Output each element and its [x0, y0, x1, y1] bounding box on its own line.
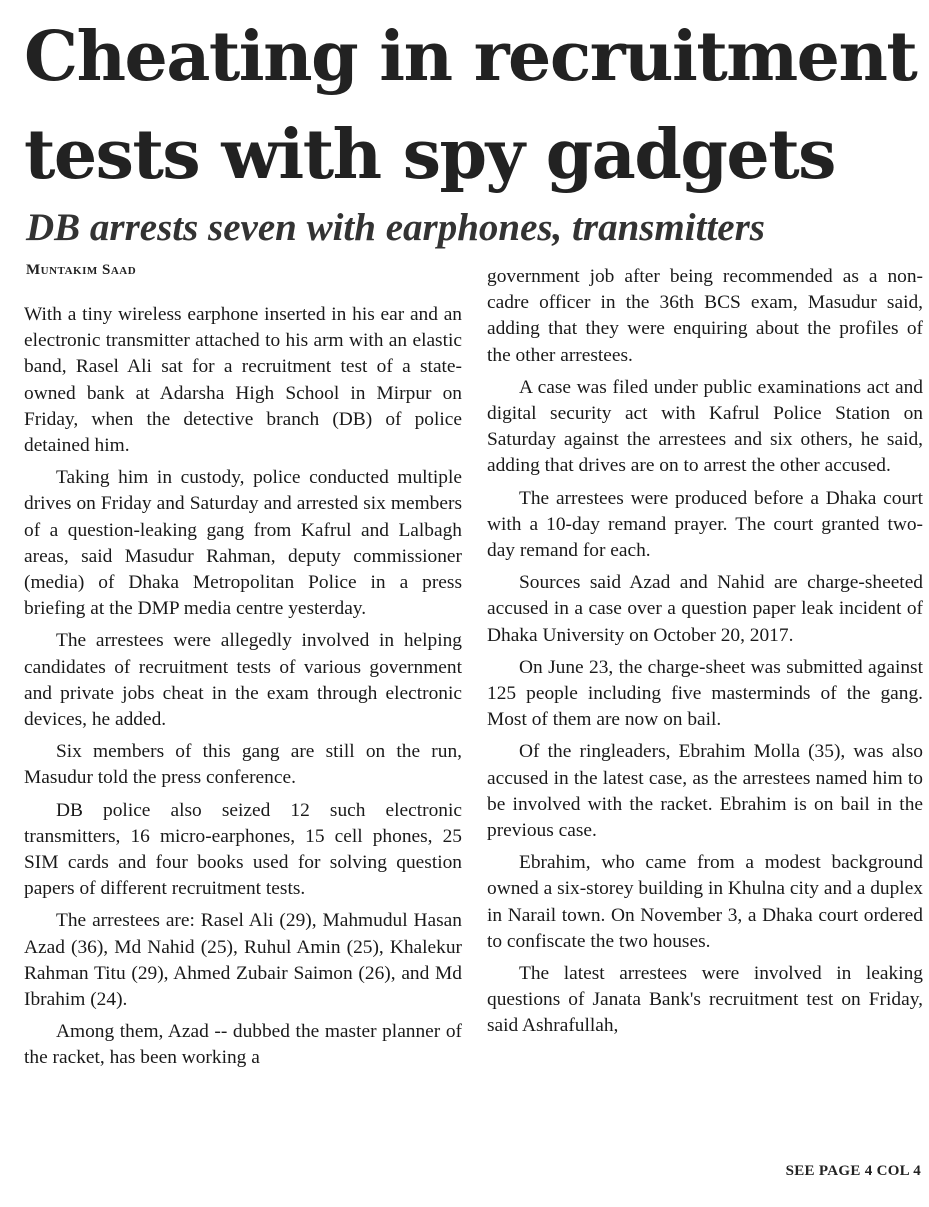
byline: Muntakim Saad	[26, 262, 137, 278]
article-column-left	[24, 302, 462, 1078]
paragraph: Ebrahim, who came from a modest background owned a six-storey building in Khulna city and a duplex in Narail town. On November 3, a Dhaka court ordered to confiscate the two houses.	[487, 852, 923, 952]
subheadline: DB arrests seven with earphones, transmitters	[26, 206, 765, 249]
paragraph: With a tiny wireless earphone inserted in his ear and an electronic transmitter attached to his arm with an elastic band, Rasel Ali sat for a recruitment test of a state-owned bank at Adarsha High School in Mirpur on Friday, when the detective branch (DB) of police detained him.	[24, 304, 462, 457]
paragraph: On June 23, the charge-sheet was submitted against 125 people including five masterminds of the gang. Most of them are now on bail.	[487, 656, 923, 731]
paragraph: The latest arrestees were involved in leaking questions of Janata Bank's recruitment test on Friday, said Ashrafullah,	[487, 963, 923, 1037]
paragraph: Sources said Azad and Nahid are charge-sheeted accused in a case over a question paper leak incident of Dhaka University on October 20, 2017.	[487, 572, 923, 646]
article-column-right	[487, 264, 923, 1046]
headline: Cheating in recruitment tests with spy gadgets	[24, 17, 917, 195]
paragraph: The arrestees were allegedly involved in helping candidates of recruitment tests of various government and private jobs cheat in the exam through electronic devices, he added.	[24, 630, 462, 731]
paragraph: The arrestees are: Rasel Ali (29), Mahmudul Hasan Azad (36), Md Nahid (25), Ruhul Amin (25), Khalekur Rahman Titu (29), Ahmed Zubair Saimon (26), and Md Ibrahim (24).	[24, 910, 462, 1011]
paragraph: Six members of this gang are still on the run, Masudur told the press conference.	[24, 741, 462, 789]
paragraph: DB police also seized 12 such electronic transmitters, 16 micro-earphones, 15 cell phones, 25 SIM cards and four books used for solving question papers of different recruitment tests.	[24, 799, 462, 900]
paragraph: Taking him in custody, police conducted multiple drives on Friday and Saturday and arrested six members of a question-leaking gang from Kafrul and Lalbagh areas, said Masudur Rahman, deputy commissioner (media) of Dhaka Metropolitan Police in a press briefing at the DMP media centre yesterday.	[24, 467, 462, 620]
continuation-note: SEE PAGE 4 COL 4	[785, 1163, 921, 1179]
paragraph: A case was filed under public examinations act and digital security act with Kafrul Police Station on Saturday against the arrestees and six others, he said, adding that drives are on to arrest the other accused.	[487, 376, 923, 477]
paragraph: Among them, Azad -- dubbed the master planner of the racket, has been working a	[24, 1021, 462, 1069]
paragraph: The arrestees were produced before a Dhaka court with a 10-day remand prayer. The court granted two-day remand for each.	[487, 487, 923, 562]
paragraph: Of the ringleaders, Ebrahim Molla (35), was also accused in the latest case, as the arrestees named him to be involved with the racket. Ebrahim is on bail in the previous case.	[487, 741, 923, 842]
paragraph: government job after being recommended as a non-cadre officer in the 36th BCS exam, Masudur said, adding that they were enquiring about the profiles of the other arrestees.	[487, 266, 923, 366]
